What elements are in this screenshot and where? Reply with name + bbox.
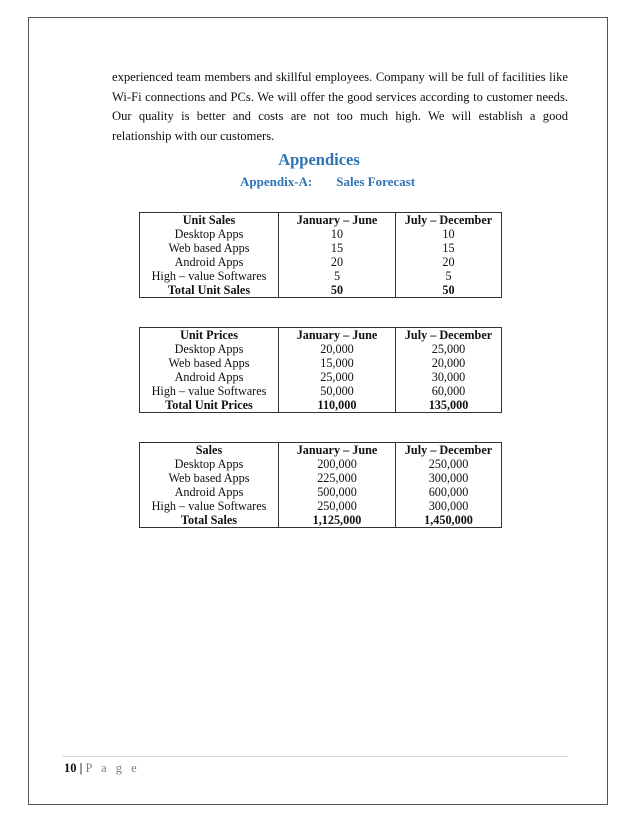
table-cell: 20,000	[279, 342, 396, 356]
table-cell: Android Apps	[140, 370, 279, 384]
table-cell: Total Sales	[140, 513, 279, 528]
page-footer	[64, 761, 140, 776]
table-cell: 600,000	[396, 485, 502, 499]
table-cell: 15	[279, 241, 396, 255]
unit-sales-table	[139, 212, 502, 298]
table-header-row	[140, 328, 502, 343]
table-cell: 5	[279, 269, 396, 283]
table-cell: 15	[396, 241, 502, 255]
appendices-heading: Appendices	[278, 150, 360, 169]
table-cell: 50	[279, 283, 396, 298]
appendix-name: Sales Forecast	[336, 174, 416, 189]
table-cell: 10	[396, 227, 502, 241]
table-cell: 25,000	[396, 342, 502, 356]
table-cell: 300,000	[396, 471, 502, 485]
table-cell: Android Apps	[140, 255, 279, 269]
table-row	[140, 384, 502, 398]
appendix-subtitle	[240, 174, 415, 190]
table-cell: 1,125,000	[279, 513, 396, 528]
table-cell: 20	[396, 255, 502, 269]
table-cell: Web based Apps	[140, 471, 279, 485]
table-row	[140, 241, 502, 255]
table-row	[140, 471, 502, 485]
table-cell: High – value Softwares	[140, 269, 279, 283]
table-cell: 110,000	[279, 398, 396, 413]
table-cell: 300,000	[396, 499, 502, 513]
table-cell: 20	[279, 255, 396, 269]
table-cell: Desktop Apps	[140, 457, 279, 471]
table-cell: 250,000	[279, 499, 396, 513]
table-row	[140, 356, 502, 370]
table-cell: 1,450,000	[396, 513, 502, 528]
column-header: Unit Prices	[140, 328, 279, 343]
table-cell: Desktop Apps	[140, 227, 279, 241]
footer-rule	[62, 756, 568, 757]
table-cell: Desktop Apps	[140, 342, 279, 356]
table-header-row	[140, 213, 502, 228]
unit-prices-table	[139, 327, 502, 413]
column-header: Sales	[140, 443, 279, 458]
table-row	[140, 255, 502, 269]
table-cell: 200,000	[279, 457, 396, 471]
table-cell: 135,000	[396, 398, 502, 413]
table-cell: 20,000	[396, 356, 502, 370]
table-cell: 60,000	[396, 384, 502, 398]
table-row	[140, 499, 502, 513]
table-header-row	[140, 443, 502, 458]
column-header: July – December	[396, 443, 502, 458]
table-cell: Total Unit Prices	[140, 398, 279, 413]
column-header: January – June	[279, 443, 396, 458]
column-header: January – June	[279, 328, 396, 343]
table-cell: 10	[279, 227, 396, 241]
column-header: Unit Sales	[140, 213, 279, 228]
table-row	[140, 269, 502, 283]
table-cell: 250,000	[396, 457, 502, 471]
table-row	[140, 485, 502, 499]
table-cell: 50,000	[279, 384, 396, 398]
table-cell: Total Unit Sales	[140, 283, 279, 298]
column-header: January – June	[279, 213, 396, 228]
table-cell: High – value Softwares	[140, 499, 279, 513]
table-total-row	[140, 513, 502, 528]
table-row	[140, 227, 502, 241]
table-cell: Android Apps	[140, 485, 279, 499]
intro-paragraph: experienced team members and skillful employees. Company will be full of facilities like Wi-Fi connections and PCs. We will offer the good services according to customer needs. Our quality is better and costs are not too much high. We will establish a good relationship with our customers.	[112, 70, 568, 143]
table-cell: 25,000	[279, 370, 396, 384]
table-cell: 30,000	[396, 370, 502, 384]
column-header: July – December	[396, 213, 502, 228]
table-cell: 5	[396, 269, 502, 283]
table-cell: High – value Softwares	[140, 384, 279, 398]
table-cell: Web based Apps	[140, 241, 279, 255]
table-cell: 50	[396, 283, 502, 298]
table-cell: 225,000	[279, 471, 396, 485]
page-word: P a g e	[85, 761, 140, 775]
table-cell: 500,000	[279, 485, 396, 499]
table-row	[140, 370, 502, 384]
page-number: 10	[64, 761, 77, 775]
table-total-row	[140, 283, 502, 298]
sales-table	[139, 442, 502, 528]
table-total-row	[140, 398, 502, 413]
footer-separator: |	[79, 761, 83, 775]
column-header: July – December	[396, 328, 502, 343]
appendix-label: Appendix-A:	[240, 174, 313, 189]
table-row	[140, 342, 502, 356]
table-row	[140, 457, 502, 471]
table-cell: Web based Apps	[140, 356, 279, 370]
table-cell: 15,000	[279, 356, 396, 370]
